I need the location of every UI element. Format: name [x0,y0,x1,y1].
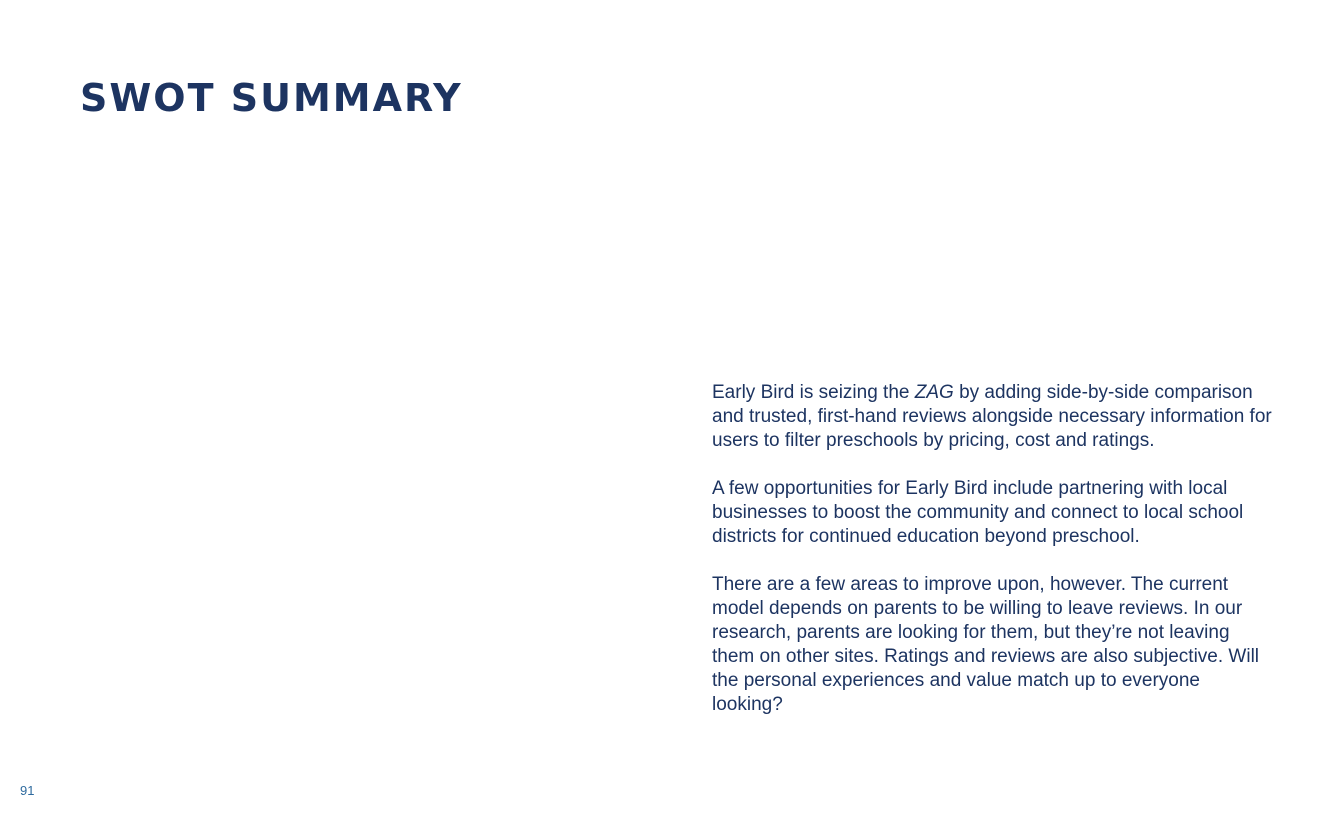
paragraph-text: Early Bird is seizing the [712,382,915,403]
page-number: 91 [20,783,35,798]
zag-emphasis: ZAG [914,382,954,403]
page-title: SWOT SUMMARY [80,76,463,120]
paragraph-text: by adding side-by-side comparison and trusted, first-hand reviews alongside necessary information for users to filter preschools by pricing, cost and ratings. [712,382,1272,451]
summary-text-block [712,381,1272,717]
summary-paragraph-opportunities: A few opportunities for Early Bird include partnering with local businesses to boost the community and connect to local school districts for continued education beyond preschool. [712,478,1244,547]
summary-paragraph-zag [712,381,1272,453]
summary-paragraph-improvements: There are a few areas to improve upon, however. The current model depends on parents to be willing to leave reviews. In our research, parents are looking for them, but they’re not leaving them on other sites. Ratings and reviews are also subjective. Will the personal experiences and value match up to everyone looking? [712,574,1260,715]
